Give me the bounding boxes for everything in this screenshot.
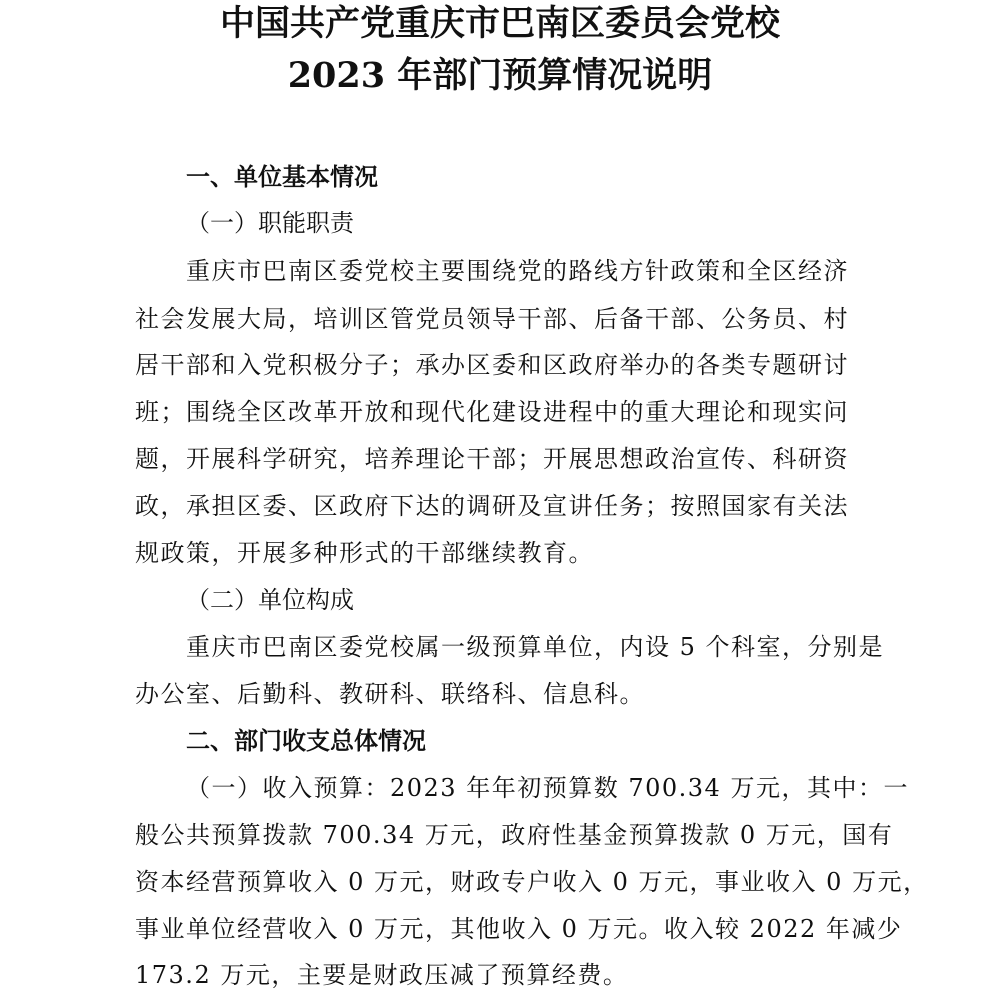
paragraph-line: 般公共预算拨款 700.34 万元，政府性基金预算拨款 0 万元，国有	[135, 821, 894, 849]
paragraph-line: 题，开展科学研究，培养理论干部；开展思想政治宣传、科研资	[135, 445, 849, 473]
paragraph-line: 政，承担区委、区政府下达的调研及宣讲任务；按照国家有关法	[135, 492, 849, 520]
paragraph-line: 班；围绕全区改革开放和现代化建设进程中的重大理论和现实问	[135, 398, 849, 426]
paragraph-line: 重庆市巴南区委党校主要围绕党的路线方针政策和全区经济	[186, 257, 849, 285]
subsection-1-1-heading: （一）职能职责	[186, 209, 354, 237]
paragraph-line: 173.2 万元，主要是财政压减了预算经费。	[135, 961, 629, 989]
paragraph-line: 办公室、后勤科、教研科、联络科、信息科。	[135, 680, 645, 708]
paragraph-line: 资本经营预算收入 0 万元，财政专户收入 0 万元，事业收入 0 万元，	[135, 868, 929, 896]
document-title-line-1: 中国共产党重庆市巴南区委员会党校	[219, 3, 780, 44]
paragraph-line: 事业单位经营收入 0 万元，其他收入 0 万元。收入较 2022 年减少	[135, 915, 903, 943]
paragraph-line: （一）收入预算：2023 年年初预算数 700.34 万元，其中：一	[186, 774, 909, 802]
section-1-heading: 一、单位基本情况	[186, 163, 378, 191]
paragraph-line: 规政策，开展多种形式的干部继续教育。	[135, 539, 594, 567]
document-title-line-2: 2023 年部门预算情况说明	[287, 55, 713, 96]
paragraph-line: 居干部和入党积极分子；承办区委和区政府举办的各类专题研讨	[135, 351, 849, 379]
paragraph-line: 重庆市巴南区委党校属一级预算单位，内设 5 个科室，分别是	[186, 633, 885, 661]
subsection-1-2-heading: （二）单位构成	[186, 586, 354, 614]
section-2-heading: 二、部门收支总体情况	[186, 727, 426, 755]
paragraph-line: 社会发展大局，培训区管党员领导干部、后备干部、公务员、村	[135, 305, 849, 333]
